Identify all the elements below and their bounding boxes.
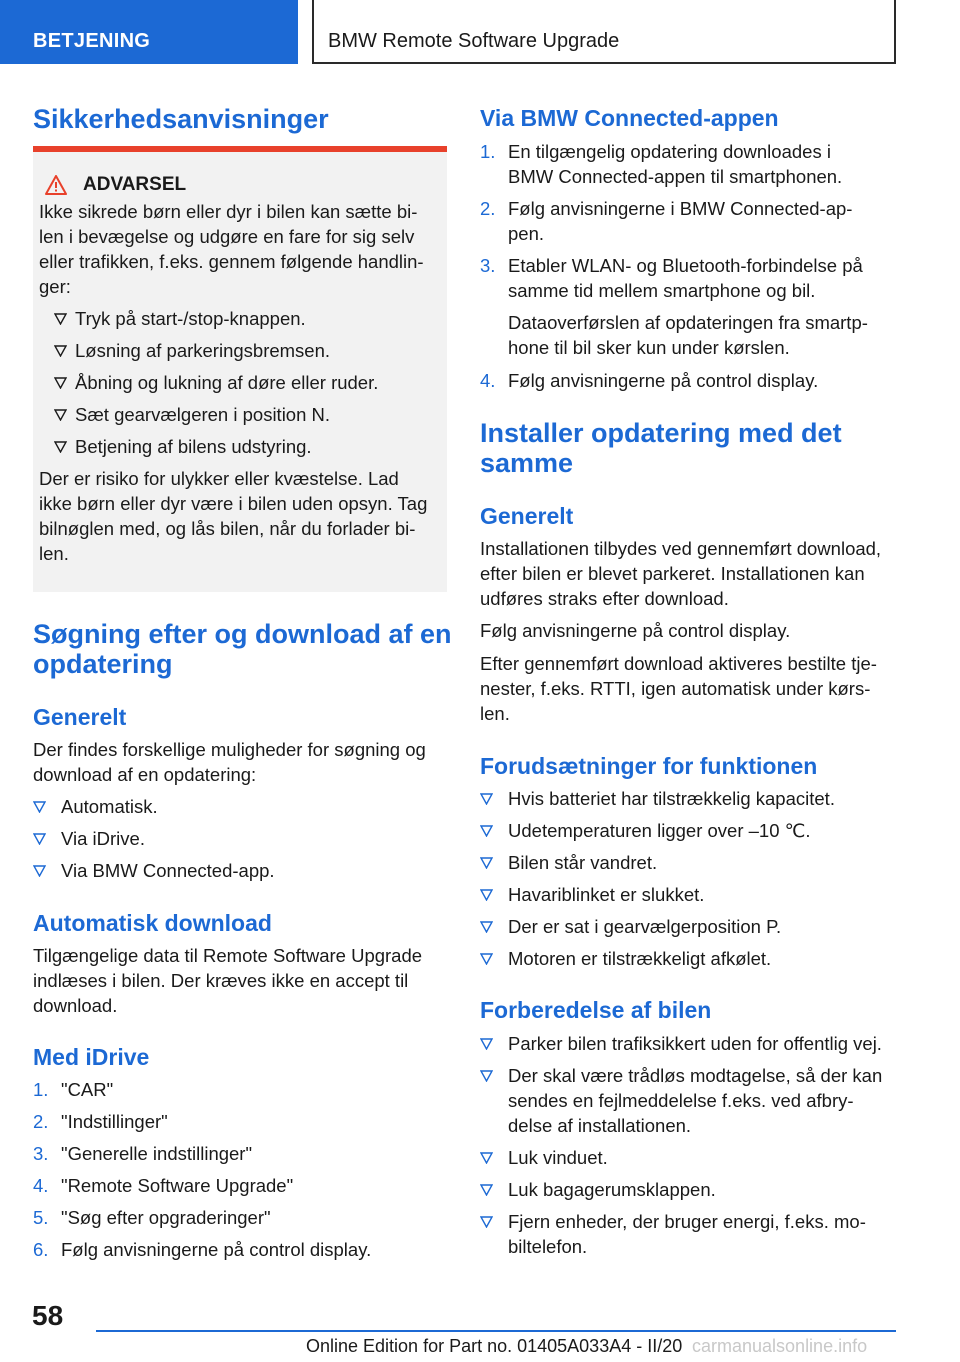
step-text: "Remote Software Upgrade" xyxy=(61,1175,294,1196)
text-line: len. xyxy=(39,543,69,564)
section-tab xyxy=(0,0,298,64)
warning-triangle-icon xyxy=(45,175,67,195)
triangle-bullet-icon xyxy=(480,1184,493,1196)
step-item xyxy=(480,196,895,253)
step-text: pen. xyxy=(508,223,545,244)
text-line: download af en opdatering: xyxy=(33,764,257,785)
warning-outro xyxy=(39,466,441,566)
step-item xyxy=(33,1237,447,1269)
step-text: Etabler WLAN- og Bluetooth-forbindelse på xyxy=(508,255,863,276)
step-text: "Indstillinger" xyxy=(61,1111,168,1132)
text-line: bilnøglen med, og lås bilen, når du forlader bi- xyxy=(39,518,416,539)
prereq-title: Forudsætninger for funktionen xyxy=(480,753,818,779)
item-text: Åbning og lukning af døre eller ruder. xyxy=(75,372,379,393)
item-text: sendes en fejlmeddelelse f.eks. ved afbry- xyxy=(508,1090,854,1111)
item-text: Bilen står vandret. xyxy=(508,852,658,873)
triangle-bullet-icon xyxy=(54,345,67,357)
title-line: Installer opdatering med det xyxy=(480,418,842,448)
step-text: BMW Connected-appen til smartphonen. xyxy=(508,166,843,187)
chapter-tab xyxy=(312,0,896,64)
step-text: "CAR" xyxy=(61,1079,114,1100)
text-line: Efter gennemført download aktiveres bestilte tje- xyxy=(480,653,877,674)
step-number: 2. xyxy=(33,1111,49,1132)
step-text: "Generelle indstillinger" xyxy=(61,1143,253,1164)
step-text: "Søg efter opgraderinger" xyxy=(61,1207,271,1228)
list-item xyxy=(480,914,895,946)
watermark-text: carmanualsonline.info xyxy=(692,1336,868,1356)
triangle-bullet-icon xyxy=(54,409,67,421)
step-number: 3. xyxy=(33,1143,49,1164)
text-line: Der er risiko for ulykker eller kvæstelse. Lad xyxy=(39,468,399,489)
triangle-bullet-icon xyxy=(33,833,46,845)
step-number: 4. xyxy=(480,370,496,391)
item-text: biltelefon. xyxy=(508,1236,588,1257)
item-text: Parker bilen trafiksikkert uden for offentlig vej. xyxy=(508,1033,882,1054)
triangle-bullet-icon xyxy=(480,889,493,901)
idrive-steps xyxy=(33,1077,447,1269)
text-line: hone til bil sker kun under kørslen. xyxy=(508,337,790,358)
text-line: efter bilen er blevet parkeret. Installationen kan xyxy=(480,563,865,584)
list-item xyxy=(480,1209,900,1266)
item-text: Sæt gearvælgeren i position N. xyxy=(75,404,331,425)
item-text: Via BMW Connected-app. xyxy=(61,860,275,881)
item-text: Motoren er tilstrækkeligt afkølet. xyxy=(508,948,772,969)
prep-list xyxy=(480,1031,900,1266)
item-text: Luk bagagerumsklappen. xyxy=(508,1179,716,1200)
text-line: len. xyxy=(480,703,510,724)
triangle-bullet-icon xyxy=(33,801,46,813)
install-title xyxy=(480,418,842,478)
step-number: 5. xyxy=(33,1207,49,1228)
item-text: Der er sat i gearvælgerposition P. xyxy=(508,916,782,937)
item-text: Via iDrive. xyxy=(61,828,145,849)
warning-box xyxy=(33,146,447,592)
triangle-bullet-icon xyxy=(54,313,67,325)
item-text: Havariblinket er slukket. xyxy=(508,884,705,905)
text-line: udføres straks efter download. xyxy=(480,588,729,609)
list-item xyxy=(480,946,895,978)
search-options-list xyxy=(33,794,447,890)
step-item xyxy=(33,1205,447,1237)
step-item xyxy=(33,1077,447,1109)
list-item xyxy=(480,1063,900,1145)
list-item xyxy=(480,786,895,818)
title-line: Søgning efter og download af en xyxy=(33,619,452,649)
general-text-right-2: Følg anvisningerne på control display. xyxy=(480,620,791,641)
item-text: Løsning af parkeringsbremsen. xyxy=(75,340,331,361)
list-item xyxy=(39,370,441,402)
text-line: Tilgængelige data til Remote Software Upgrade xyxy=(33,945,423,966)
step-text: samme tid mellem smartphone og bil. xyxy=(508,280,816,301)
list-item xyxy=(39,402,441,434)
item-text: Automatisk. xyxy=(61,796,158,817)
triangle-bullet-icon xyxy=(480,1038,493,1050)
triangle-bullet-icon xyxy=(54,377,67,389)
item-text: Betjening af bilens udstyring. xyxy=(75,436,312,457)
warning-intro xyxy=(39,199,441,299)
triangle-bullet-icon xyxy=(480,1152,493,1164)
connected-app-steps xyxy=(480,139,895,400)
general-text-right-3 xyxy=(480,651,877,726)
text-line: indlæses i bilen. Der kræves ikke en accept til xyxy=(33,970,409,991)
list-item xyxy=(39,306,441,338)
step-item xyxy=(480,253,895,310)
list-item xyxy=(480,850,895,882)
triangle-bullet-icon xyxy=(480,1070,493,1082)
title-line: samme xyxy=(480,448,574,478)
text-line: Der findes forskellige muligheder for søgning og xyxy=(33,739,426,760)
warning-label: ADVARSEL xyxy=(83,174,187,195)
list-item xyxy=(33,858,447,890)
triangle-bullet-icon xyxy=(480,857,493,869)
step-number: 2. xyxy=(480,198,496,219)
text-line: download. xyxy=(33,995,118,1016)
triangle-bullet-icon xyxy=(54,441,67,453)
triangle-bullet-icon xyxy=(480,793,493,805)
footer-rule xyxy=(96,1330,896,1332)
general-title-left: Generelt xyxy=(33,704,127,730)
step-item xyxy=(480,139,895,196)
warning-list xyxy=(39,306,441,466)
prep-title: Forberedelse af bilen xyxy=(480,997,712,1023)
text-line: nester, f.eks. RTTI, igen automatisk under kørs- xyxy=(480,678,871,699)
item-text: delse af installationen. xyxy=(508,1115,692,1136)
idrive-title: Med iDrive xyxy=(33,1044,150,1070)
step-number: 4. xyxy=(33,1175,49,1196)
step-text: Følg anvisningerne på control display. xyxy=(61,1239,372,1260)
title-line: opdatering xyxy=(33,649,173,679)
item-text: Tryk på start-/stop-knappen. xyxy=(75,308,306,329)
step-text: Følg anvisningerne i BMW Connected-ap- xyxy=(508,198,853,219)
list-item xyxy=(480,1145,900,1177)
triangle-bullet-icon xyxy=(480,921,493,933)
list-item xyxy=(480,1031,900,1063)
text-line: len i bevægelse og udgøre en fare for sig selv xyxy=(39,226,415,247)
step-number: 1. xyxy=(33,1079,49,1100)
triangle-bullet-icon xyxy=(480,1216,493,1228)
step-note xyxy=(480,310,895,368)
prereq-list xyxy=(480,786,895,978)
step-number: 1. xyxy=(480,141,496,162)
safety-title: Sikkerhedsanvisninger xyxy=(33,104,329,134)
step-item xyxy=(33,1173,447,1205)
page-number: 58 xyxy=(32,1300,64,1331)
step-item xyxy=(480,368,895,400)
list-item xyxy=(480,818,895,850)
item-text: Udetemperaturen ligger over –10 ℃. xyxy=(508,820,811,841)
auto-download-title: Automatisk download xyxy=(33,910,272,936)
general-title-right: Generelt xyxy=(480,503,574,529)
item-text: Luk vinduet. xyxy=(508,1147,608,1168)
list-item xyxy=(39,338,441,370)
step-text: Følg anvisningerne på control display. xyxy=(508,370,819,391)
step-number: 6. xyxy=(33,1239,49,1260)
list-item xyxy=(39,434,441,466)
text-line: ger: xyxy=(39,276,71,297)
list-item xyxy=(33,794,447,826)
chapter-label: BMW Remote Software Upgrade xyxy=(328,30,620,52)
text-line: Dataoverførslen af opdateringen fra smartp- xyxy=(508,312,868,333)
text-line: eller trafikken, f.eks. gennem følgende handlin- xyxy=(39,251,424,272)
item-text: Der skal være trådløs modtagelse, så der kan xyxy=(508,1065,883,1086)
step-item xyxy=(33,1141,447,1173)
triangle-bullet-icon xyxy=(33,865,46,877)
list-item xyxy=(480,1177,900,1209)
list-item xyxy=(33,826,447,858)
text-line: ikke børn eller dyr være i bilen uden opsyn. Tag xyxy=(39,493,428,514)
list-item xyxy=(480,882,895,914)
step-item xyxy=(33,1109,447,1141)
section-label: BETJENING xyxy=(33,30,151,52)
text-line: Ikke sikrede børn eller dyr i bilen kan sætte bi- xyxy=(39,201,418,222)
triangle-bullet-icon xyxy=(480,825,493,837)
text-line: Installationen tilbydes ved gennemført download, xyxy=(480,538,882,559)
search-title xyxy=(33,619,452,679)
step-text: En tilgængelig opdatering downloades i xyxy=(508,141,831,162)
warning-header xyxy=(45,174,441,196)
general-text-left xyxy=(33,737,426,787)
step-number: 3. xyxy=(480,255,496,276)
item-text: Fjern enheder, der bruger energi, f.eks. mo- xyxy=(508,1211,866,1232)
connected-app-title: Via BMW Connected-appen xyxy=(480,105,779,131)
item-text: Hvis batteriet har tilstrækkelig kapacitet. xyxy=(508,788,835,809)
edition-text: Online Edition for Part no. 01405A033A4 - II/20 xyxy=(306,1336,683,1356)
general-text-right xyxy=(480,536,881,611)
auto-download-text xyxy=(33,943,422,1018)
triangle-bullet-icon xyxy=(480,953,493,965)
